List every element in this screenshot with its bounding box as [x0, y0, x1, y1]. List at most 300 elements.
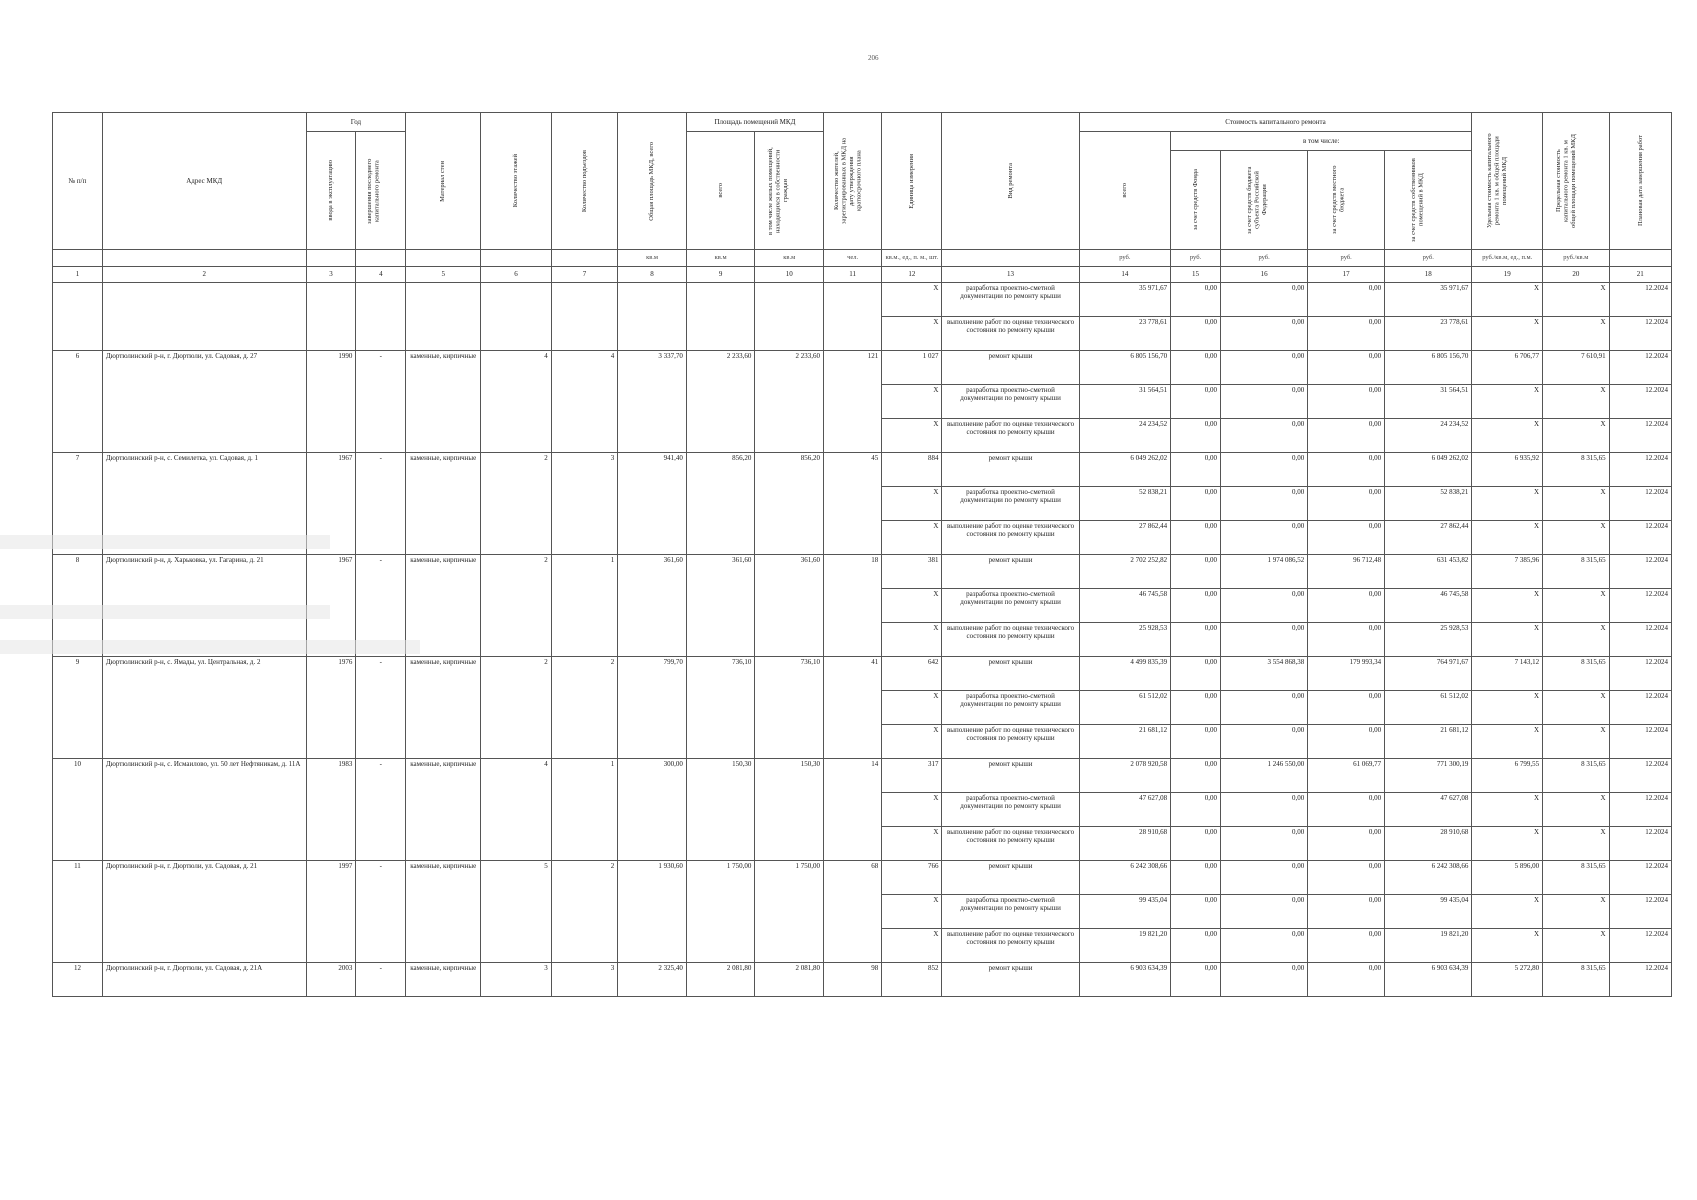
cost-total: 6 805 156,70: [1079, 351, 1170, 385]
max-cost: 8 315,65: [1543, 657, 1610, 691]
deadline: 12.2024: [1609, 827, 1671, 861]
cost-owners: 99 435,04: [1385, 895, 1472, 929]
entrances-count: 2: [551, 861, 618, 963]
cost-owners: 631 453,82: [1385, 555, 1472, 589]
cost-owners: 35 971,67: [1385, 283, 1472, 317]
scan-smudge: [0, 535, 330, 549]
cost-total: 19 821,20: [1079, 929, 1170, 963]
floors-count: [481, 283, 552, 351]
house-number: 6: [53, 351, 103, 453]
area-all: 150,30: [686, 759, 755, 861]
total-area: 361,60: [618, 555, 687, 657]
floors-count: 2: [481, 657, 552, 759]
cost-region: 0,00: [1220, 963, 1307, 997]
unit-quantity: 884: [882, 453, 942, 487]
cost-region: 1 974 086,52: [1220, 555, 1307, 589]
unit-cell: [481, 250, 552, 267]
area-owned: 361,60: [755, 555, 824, 657]
header-total-area: Общая площадь МКД, всего: [618, 113, 687, 250]
year-built: 1976: [306, 657, 356, 759]
year-last-repair: -: [356, 555, 406, 657]
cost-total: 27 862,44: [1079, 521, 1170, 555]
cost-total: 2 702 252,82: [1079, 555, 1170, 589]
max-cost: X: [1543, 385, 1610, 419]
cost-total: 23 778,61: [1079, 317, 1170, 351]
year-last-repair: -: [356, 759, 406, 861]
cost-total: 46 745,58: [1079, 589, 1170, 623]
unit-cost: X: [1472, 725, 1543, 759]
column-number-cell: 21: [1609, 267, 1671, 283]
unit-cost: X: [1472, 827, 1543, 861]
cost-local: 0,00: [1308, 623, 1385, 657]
column-number-cell: 2: [102, 267, 306, 283]
unit-quantity: X: [882, 385, 942, 419]
cost-local: 0,00: [1308, 419, 1385, 453]
repair-type: ремонт крыши: [942, 555, 1079, 589]
column-number-cell: 19: [1472, 267, 1543, 283]
repair-type: разработка проектно-сметной документации по ремонту крыши: [942, 691, 1079, 725]
cost-owners: 771 300,19: [1385, 759, 1472, 793]
repair-type: выполнение работ по оценке технического состояния по ремонту крыши: [942, 725, 1079, 759]
header-unit: Единица измерения: [882, 113, 942, 250]
max-cost: X: [1543, 929, 1610, 963]
cost-fund: 0,00: [1171, 963, 1221, 997]
cost-owners: 47 627,08: [1385, 793, 1472, 827]
unit-quantity: X: [882, 827, 942, 861]
year-last-repair: [356, 283, 406, 351]
cost-local: 61 069,77: [1308, 759, 1385, 793]
max-cost: 8 315,65: [1543, 453, 1610, 487]
total-area: 799,70: [618, 657, 687, 759]
column-numbers-row: [53, 267, 1672, 283]
column-number-cell: 3: [306, 267, 356, 283]
table-row: [53, 453, 1672, 487]
max-cost: X: [1543, 895, 1610, 929]
header-floors: Количество этажей: [481, 113, 552, 250]
cost-region: 0,00: [1220, 487, 1307, 521]
cost-total: 6 242 308,66: [1079, 861, 1170, 895]
floors-count: 4: [481, 759, 552, 861]
unit-quantity: X: [882, 589, 942, 623]
cost-region: 0,00: [1220, 623, 1307, 657]
header-year-group: Год: [306, 113, 406, 132]
floors-count: 2: [481, 453, 552, 555]
column-number-cell: 4: [356, 267, 406, 283]
unit-cell: кв.м: [755, 250, 824, 267]
cost-total: 25 928,53: [1079, 623, 1170, 657]
entrances-count: 4: [551, 351, 618, 453]
cost-region: 0,00: [1220, 351, 1307, 385]
unit-cost: 6 706,77: [1472, 351, 1543, 385]
cost-owners: 52 838,21: [1385, 487, 1472, 521]
page-number: 206: [868, 54, 879, 62]
max-cost: X: [1543, 419, 1610, 453]
area-all: 361,60: [686, 555, 755, 657]
max-cost: X: [1543, 725, 1610, 759]
unit-cell: [53, 250, 103, 267]
table-row: [53, 657, 1672, 691]
wall-material: каменные, кирпичные: [406, 759, 481, 861]
cost-fund: 0,00: [1171, 861, 1221, 895]
cost-region: 0,00: [1220, 929, 1307, 963]
cost-fund: 0,00: [1171, 657, 1221, 691]
cost-local: 0,00: [1308, 691, 1385, 725]
deadline: 12.2024: [1609, 759, 1671, 793]
column-number-cell: 17: [1308, 267, 1385, 283]
deadline: 12.2024: [1609, 929, 1671, 963]
column-number-cell: 9: [686, 267, 755, 283]
area-owned: 736,10: [755, 657, 824, 759]
deadline: 12.2024: [1609, 487, 1671, 521]
year-built: 1967: [306, 453, 356, 555]
header-num: № п/п: [53, 113, 103, 250]
cost-fund: 0,00: [1171, 385, 1221, 419]
capital-repair-table: [52, 112, 1672, 997]
unit-cell: руб.: [1220, 250, 1307, 267]
unit-quantity: 1 027: [882, 351, 942, 385]
deadline: 12.2024: [1609, 521, 1671, 555]
column-number-cell: 14: [1079, 267, 1170, 283]
max-cost: X: [1543, 283, 1610, 317]
unit-cost: X: [1472, 521, 1543, 555]
house-number: 12: [53, 963, 103, 997]
deadline: 12.2024: [1609, 691, 1671, 725]
area-all: [686, 283, 755, 351]
header-material: Материал стен: [406, 113, 481, 250]
cost-fund: 0,00: [1171, 317, 1221, 351]
cost-region: 0,00: [1220, 589, 1307, 623]
unit-cost: 6 935,92: [1472, 453, 1543, 487]
max-cost: 8 315,65: [1543, 759, 1610, 793]
cost-region: 0,00: [1220, 895, 1307, 929]
table-row: [53, 861, 1672, 895]
column-number-cell: 8: [618, 267, 687, 283]
cost-region: 0,00: [1220, 453, 1307, 487]
area-owned: 150,30: [755, 759, 824, 861]
max-cost: 8 315,65: [1543, 963, 1610, 997]
entrances-count: 2: [551, 657, 618, 759]
cost-fund: 0,00: [1171, 419, 1221, 453]
cost-region: 0,00: [1220, 725, 1307, 759]
scan-smudge: [0, 640, 420, 654]
cost-owners: 6 049 262,02: [1385, 453, 1472, 487]
cost-total: 52 838,21: [1079, 487, 1170, 521]
unit-cell: [306, 250, 356, 267]
deadline: 12.2024: [1609, 385, 1671, 419]
column-number-cell: 16: [1220, 267, 1307, 283]
header-cost-local: за счет средств местного бюджета: [1308, 151, 1385, 250]
residents-count: 98: [824, 963, 882, 997]
house-address: Дюртюлинский р-н, с. Исмаилово, ул. 50 лет Нефтяникам, д. 11А: [102, 759, 306, 861]
total-area: 300,00: [618, 759, 687, 861]
cost-owners: 21 681,12: [1385, 725, 1472, 759]
repair-type: разработка проектно-сметной документации по ремонту крыши: [942, 793, 1079, 827]
cost-total: 28 910,68: [1079, 827, 1170, 861]
deadline: 12.2024: [1609, 351, 1671, 385]
unit-cost: X: [1472, 487, 1543, 521]
cost-owners: 6 805 156,70: [1385, 351, 1472, 385]
repair-type: разработка проектно-сметной документации по ремонту крыши: [942, 283, 1079, 317]
cost-fund: 0,00: [1171, 521, 1221, 555]
max-cost: X: [1543, 793, 1610, 827]
unit-cost: X: [1472, 385, 1543, 419]
header-cost-region: за счет средств бюджета субъекта Российской Федерации: [1220, 151, 1307, 250]
repair-type: ремонт крыши: [942, 351, 1079, 385]
area-all: 1 750,00: [686, 861, 755, 963]
house-number: 9: [53, 657, 103, 759]
repair-type: выполнение работ по оценке технического состояния по ремонту крыши: [942, 419, 1079, 453]
max-cost: X: [1543, 317, 1610, 351]
column-number-cell: 10: [755, 267, 824, 283]
cost-region: 0,00: [1220, 317, 1307, 351]
unit-cell: руб./кв.м, ед., п.м.: [1472, 250, 1543, 267]
header-cost-total: всего: [1079, 132, 1170, 250]
cost-fund: 0,00: [1171, 623, 1221, 657]
unit-cost: X: [1472, 283, 1543, 317]
cost-local: 0,00: [1308, 521, 1385, 555]
unit-cell: кв.м., ед., п. м., шт.: [882, 250, 942, 267]
unit-cost: X: [1472, 589, 1543, 623]
total-area: 3 337,70: [618, 351, 687, 453]
residents-count: 121: [824, 351, 882, 453]
deadline: 12.2024: [1609, 623, 1671, 657]
column-number-cell: 11: [824, 267, 882, 283]
unit-quantity: X: [882, 317, 942, 351]
area-all: 736,10: [686, 657, 755, 759]
cost-local: 0,00: [1308, 929, 1385, 963]
wall-material: каменные, кирпичные: [406, 861, 481, 963]
cost-local: 0,00: [1308, 895, 1385, 929]
cost-region: 0,00: [1220, 793, 1307, 827]
cost-owners: 25 928,53: [1385, 623, 1472, 657]
header-area-owned: в том числе жилых помещений, находящихся в собственности граждан: [755, 132, 824, 250]
area-all: 2 081,80: [686, 963, 755, 997]
house-number: 11: [53, 861, 103, 963]
residents-count: 45: [824, 453, 882, 555]
year-built: 1997: [306, 861, 356, 963]
deadline: 12.2024: [1609, 283, 1671, 317]
max-cost: X: [1543, 487, 1610, 521]
area-owned: 856,20: [755, 453, 824, 555]
unit-quantity: X: [882, 929, 942, 963]
cost-fund: 0,00: [1171, 589, 1221, 623]
cost-owners: 28 910,68: [1385, 827, 1472, 861]
area-owned: 2 081,80: [755, 963, 824, 997]
cost-fund: 0,00: [1171, 487, 1221, 521]
cost-total: 24 234,52: [1079, 419, 1170, 453]
repair-type: ремонт крыши: [942, 861, 1079, 895]
unit-quantity: X: [882, 725, 942, 759]
cost-region: 0,00: [1220, 419, 1307, 453]
cost-fund: 0,00: [1171, 725, 1221, 759]
unit-cost: X: [1472, 691, 1543, 725]
cost-region: 3 554 868,38: [1220, 657, 1307, 691]
unit-quantity: X: [882, 691, 942, 725]
cost-local: 0,00: [1308, 283, 1385, 317]
table-row: [53, 963, 1672, 997]
unit-cell: чел.: [824, 250, 882, 267]
house-number: 8: [53, 555, 103, 657]
wall-material: каменные, кирпичные: [406, 555, 481, 657]
table-row: [53, 759, 1672, 793]
deadline: 12.2024: [1609, 725, 1671, 759]
wall-material: каменные, кирпичные: [406, 963, 481, 997]
table-row: [53, 351, 1672, 385]
column-number-cell: 6: [481, 267, 552, 283]
unit-quantity: X: [882, 623, 942, 657]
cost-total: 61 512,02: [1079, 691, 1170, 725]
unit-cost: 6 799,55: [1472, 759, 1543, 793]
header-area-group: Площадь помещений МКД: [686, 113, 823, 132]
cost-fund: 0,00: [1171, 827, 1221, 861]
repair-type: разработка проектно-сметной документации по ремонту крыши: [942, 385, 1079, 419]
unit-cost: 7 385,96: [1472, 555, 1543, 589]
wall-material: [406, 283, 481, 351]
repair-type: разработка проектно-сметной документации по ремонту крыши: [942, 895, 1079, 929]
year-built: 1990: [306, 351, 356, 453]
cost-region: 1 246 550,00: [1220, 759, 1307, 793]
repair-type: выполнение работ по оценке технического состояния по ремонту крыши: [942, 929, 1079, 963]
deadline: 12.2024: [1609, 453, 1671, 487]
deadline: 12.2024: [1609, 419, 1671, 453]
table-header: [53, 113, 1672, 283]
table-row: [53, 283, 1672, 317]
cost-owners: 6 242 308,66: [1385, 861, 1472, 895]
header-deadline: Плановая дата завершения работ: [1609, 113, 1671, 250]
deadline: 12.2024: [1609, 555, 1671, 589]
year-last-repair: -: [356, 861, 406, 963]
cost-owners: 19 821,20: [1385, 929, 1472, 963]
cost-fund: 0,00: [1171, 283, 1221, 317]
repair-type: ремонт крыши: [942, 657, 1079, 691]
wall-material: каменные, кирпичные: [406, 351, 481, 453]
cost-region: 0,00: [1220, 283, 1307, 317]
wall-material: каменные, кирпичные: [406, 657, 481, 759]
repair-type: разработка проектно-сметной документации по ремонту крыши: [942, 487, 1079, 521]
cost-region: 0,00: [1220, 861, 1307, 895]
max-cost: X: [1543, 827, 1610, 861]
total-area: 941,40: [618, 453, 687, 555]
cost-total: 47 627,08: [1079, 793, 1170, 827]
cost-region: 0,00: [1220, 385, 1307, 419]
header-cost-fund: за счет средств Фонда: [1171, 151, 1221, 250]
repair-type: выполнение работ по оценке технического состояния по ремонту крыши: [942, 317, 1079, 351]
entrances-count: [551, 283, 618, 351]
entrances-count: 3: [551, 963, 618, 997]
header-year-repair: завершения последнего капитального ремонта: [356, 132, 406, 250]
house-number: [53, 283, 103, 351]
cost-region: 0,00: [1220, 691, 1307, 725]
max-cost: X: [1543, 589, 1610, 623]
area-all: 2 233,60: [686, 351, 755, 453]
floors-count: 2: [481, 555, 552, 657]
unit-cost: X: [1472, 623, 1543, 657]
column-number-cell: 1: [53, 267, 103, 283]
column-number-cell: 18: [1385, 267, 1472, 283]
cost-local: 0,00: [1308, 725, 1385, 759]
entrances-count: 1: [551, 555, 618, 657]
header-repair-type: Вид ремонта: [942, 113, 1079, 250]
cost-total: 31 564,51: [1079, 385, 1170, 419]
year-last-repair: -: [356, 351, 406, 453]
cost-total: 21 681,12: [1079, 725, 1170, 759]
cost-total: 2 078 920,58: [1079, 759, 1170, 793]
year-last-repair: -: [356, 453, 406, 555]
house-address: Дюртюлинский р-н, г. Дюртюли, ул. Садовая, д. 21: [102, 861, 306, 963]
cost-fund: 0,00: [1171, 351, 1221, 385]
column-number-cell: 5: [406, 267, 481, 283]
house-number: 10: [53, 759, 103, 861]
cost-owners: 24 234,52: [1385, 419, 1472, 453]
header-address: Адрес МКД: [102, 113, 306, 250]
cost-fund: 0,00: [1171, 453, 1221, 487]
repair-type: выполнение работ по оценке технического состояния по ремонту крыши: [942, 623, 1079, 657]
scan-smudge: [0, 605, 330, 619]
max-cost: X: [1543, 521, 1610, 555]
cost-local: 0,00: [1308, 487, 1385, 521]
unit-quantity: 766: [882, 861, 942, 895]
unit-quantity: 317: [882, 759, 942, 793]
header-unit-cost: Удельная стоимость капитального ремонта 1 кв. м общей площади помещений МКД: [1472, 113, 1543, 250]
deadline: 12.2024: [1609, 895, 1671, 929]
cost-region: 0,00: [1220, 827, 1307, 861]
unit-cell: руб.: [1079, 250, 1170, 267]
cost-local: 96 712,48: [1308, 555, 1385, 589]
floors-count: 3: [481, 963, 552, 997]
max-cost: X: [1543, 623, 1610, 657]
cost-total: 6 049 262,02: [1079, 453, 1170, 487]
unit-cell: руб.: [1171, 250, 1221, 267]
unit-cost: 5 272,80: [1472, 963, 1543, 997]
house-address: Дюртюлинский р-н, г. Дюртюли, ул. Садовая, д. 27: [102, 351, 306, 453]
max-cost: 8 315,65: [1543, 555, 1610, 589]
cost-region: 0,00: [1220, 521, 1307, 555]
column-number-cell: 13: [942, 267, 1079, 283]
house-address: Дюртюлинский р-н, г. Дюртюли, ул. Садовая, д. 21А: [102, 963, 306, 997]
cost-owners: 23 778,61: [1385, 317, 1472, 351]
house-number: 7: [53, 453, 103, 555]
unit-cell: руб.: [1385, 250, 1472, 267]
header-max-cost: Предельная стоимость капитального ремонта 1 кв. м общей площади помещений МКД: [1543, 113, 1610, 250]
area-owned: [755, 283, 824, 351]
cost-local: 0,00: [1308, 793, 1385, 827]
residents-count: 68: [824, 861, 882, 963]
total-area: 2 325,40: [618, 963, 687, 997]
max-cost: X: [1543, 691, 1610, 725]
header-cost-owners: за счет средств собственников помещений в МКД: [1385, 151, 1472, 250]
cost-fund: 0,00: [1171, 691, 1221, 725]
cost-fund: 0,00: [1171, 759, 1221, 793]
cost-local: 0,00: [1308, 861, 1385, 895]
house-address: Дюртюлинский р-н, с. Семилетка, ул. Садовая, д. 1: [102, 453, 306, 555]
year-built: 1967: [306, 555, 356, 657]
unit-cell: кв.м: [686, 250, 755, 267]
cost-local: 0,00: [1308, 317, 1385, 351]
year-built: [306, 283, 356, 351]
area-owned: 1 750,00: [755, 861, 824, 963]
residents-count: 41: [824, 657, 882, 759]
floors-count: 5: [481, 861, 552, 963]
unit-cost: X: [1472, 793, 1543, 827]
unit-cell: [356, 250, 406, 267]
repair-type: выполнение работ по оценке технического состояния по ремонту крыши: [942, 521, 1079, 555]
house-address: Дюртюлинский р-н, д. Харьковка, ул. Гагарина, д. 21: [102, 555, 306, 657]
house-address: Дюртюлинский р-н, с. Ямады, ул. Центральная, д. 2: [102, 657, 306, 759]
cost-local: 0,00: [1308, 351, 1385, 385]
repair-type: ремонт крыши: [942, 963, 1079, 997]
cost-fund: 0,00: [1171, 793, 1221, 827]
header-area-all: всего: [686, 132, 755, 250]
